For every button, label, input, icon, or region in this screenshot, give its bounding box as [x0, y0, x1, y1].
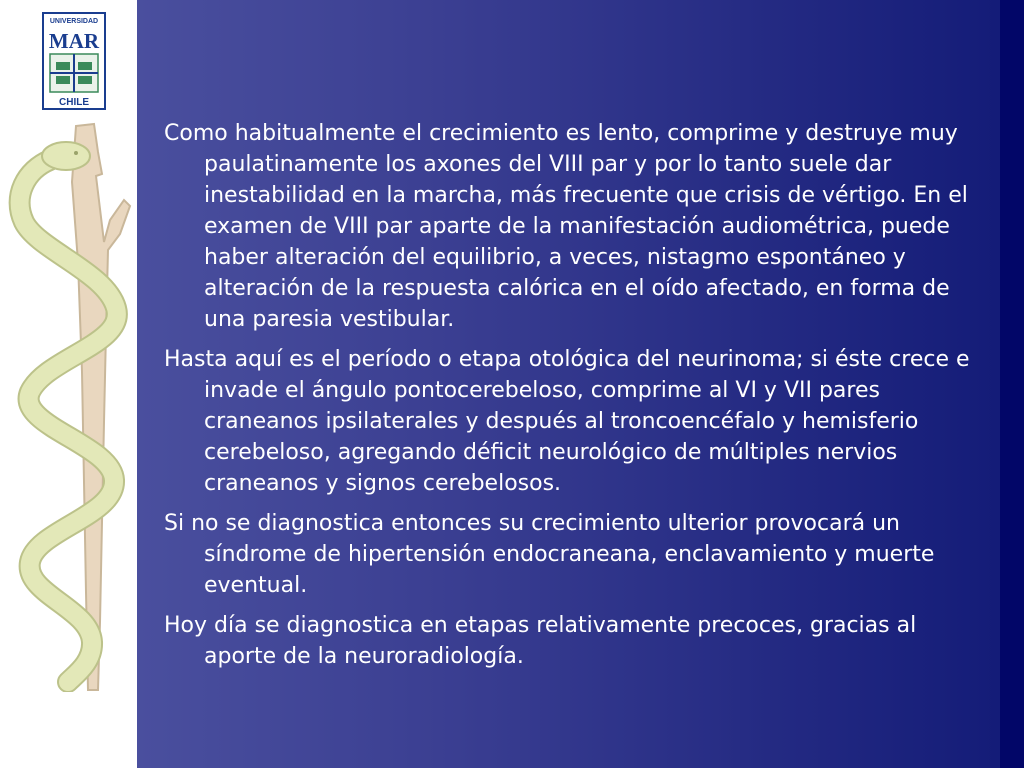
paragraph-later-stage: Si no se diagnostica entonces su crecimiento ulterior provocará un síndrome de hipertensión endocraneana, enclavamiento y muerte eventual.	[164, 511, 935, 598]
right-edge-bar	[1000, 0, 1024, 768]
sidebar	[0, 0, 137, 768]
rod-of-asclepius-icon	[6, 122, 134, 692]
paragraph-symptoms: Como habitualmente el crecimiento es lento, comprime y destruye muy paulatinamente los axones del VIII par y por lo tanto suele dar inestabilidad en la marcha, más frecuente que crisis de vértigo. En el examen de VIII par aparte de la manifestación audiométrica, puede haber alteración del equilibrio, a veces, nistagmo espontáneo y alteración de la respuesta calórica en el oído afectado, en forma de una paresia vestibular.	[164, 121, 968, 332]
logo-main-text: MAR	[48, 29, 100, 53]
slide-body	[164, 118, 994, 681]
logo-bottom-text: CHILE	[59, 97, 89, 108]
university-shield-logo	[42, 12, 106, 110]
paragraph-diagnosis-today: Hoy día se diagnostica en etapas relativamente precoces, gracias al aporte de la neuroradiología.	[164, 613, 917, 669]
paragraph-otologic-stage: Hasta aquí es el período o etapa otológica del neurinoma; si éste crece e invade el ángulo pontocerebeloso, comprime al VI y VII pares craneanos ipsilaterales y después al troncoencéfalo y hemisferio cerebeloso, agregando déficit neurológico de múltiples nervios craneanos y signos cerebelosos.	[164, 347, 970, 496]
logo-top-text: UNIVERSIDAD	[49, 18, 99, 25]
